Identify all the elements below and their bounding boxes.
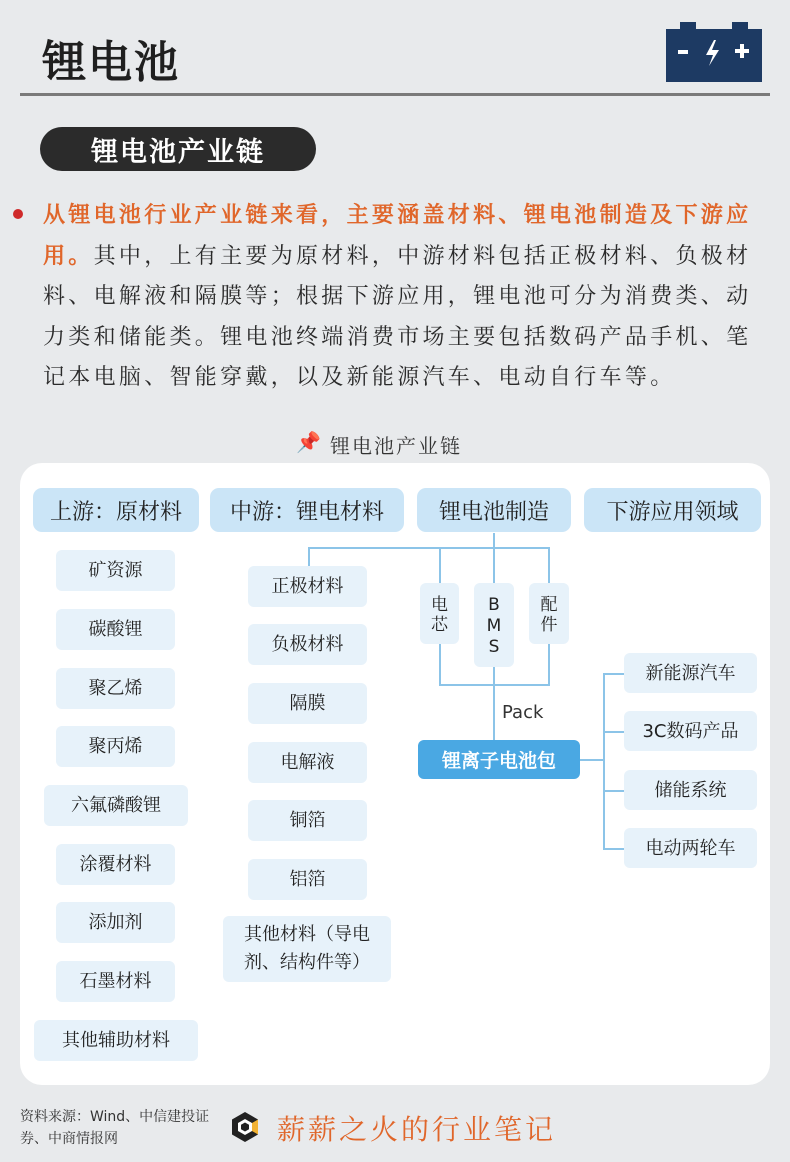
downstream-node: 3C数码产品 (624, 711, 757, 751)
upstream-node: 添加剂 (56, 902, 175, 943)
midstream-node: 铝箔 (248, 859, 367, 900)
upstream-node: 石墨材料 (56, 961, 175, 1002)
header-divider (20, 93, 770, 96)
pack-label: Pack (502, 702, 544, 723)
brand-logo-icon (228, 1110, 262, 1144)
downstream-node: 电动两轮车 (624, 828, 757, 868)
upstream-node: 碳酸锂 (56, 609, 175, 650)
brand-name: 薪薪之火的行业笔记 (277, 1113, 557, 1146)
connector-line (493, 533, 495, 548)
upstream-node: 聚丙烯 (56, 726, 175, 767)
midstream-node: 正极材料 (248, 566, 367, 607)
section-title: 锂电池产业链 (40, 127, 316, 171)
upstream-node: 涂覆材料 (56, 844, 175, 885)
cell-part-node: 电 芯 (420, 583, 459, 644)
intro-highlight: 从锂电池行业产业链来看，主要涵盖材料、锂电池制造及下游应用。 (43, 203, 752, 269)
intro-paragraph (43, 196, 773, 399)
upstream-node: 六氟磷酸锂 (44, 785, 188, 826)
connector-line (603, 673, 605, 850)
connector-line (548, 644, 550, 685)
battery-pack-node: 锂离子电池包 (418, 740, 580, 779)
connector-line (439, 684, 550, 686)
connector-line (603, 673, 625, 675)
diagram-caption: 锂电池产业链 (330, 434, 462, 458)
downstream-node: 新能源汽车 (624, 653, 757, 693)
connector-line (308, 547, 549, 549)
bms-part-node: B M S (474, 583, 514, 667)
upstream-node: 聚乙烯 (56, 668, 175, 709)
connector-line (439, 547, 441, 583)
pushpin-icon: 📌 (296, 430, 321, 454)
midstream-node: 铜箔 (248, 800, 367, 841)
connector-line (308, 547, 310, 567)
midstream-node: 负极材料 (248, 624, 367, 665)
intro-body: 其中，上有主要为原材料，中游材料包括正极材料、负极材料、电解液和隔膜等；根据下游应用，锂电池可分为消费类、动力类和储能类。锂电池终端消费市场主要包括数码产品手机、笔记本电脑、智能穿戴，以及新能源汽车、电动自行车等。 (43, 243, 752, 390)
connector-line (548, 547, 550, 583)
downstream-header: 下游应用领域 (584, 488, 761, 532)
midstream-node: 隔膜 (248, 683, 367, 724)
upstream-node: 其他辅助材料 (34, 1020, 198, 1061)
downstream-node: 储能系统 (624, 770, 757, 810)
accessory-part-node: 配 件 (529, 583, 569, 644)
battery-icon (666, 22, 762, 82)
manufacturing-header: 锂电池制造 (417, 488, 571, 532)
midstream-node: 电解液 (248, 742, 367, 783)
data-source: 资料来源：Wind、中信建投证券、中商情报网 (20, 1109, 210, 1147)
page-title: 锂电池 (42, 37, 180, 88)
connector-line (603, 848, 625, 850)
connector-line (439, 644, 441, 685)
connector-line (580, 759, 604, 761)
connector-line (603, 731, 625, 733)
midstream-header: 中游：锂电材料 (210, 488, 404, 532)
midstream-node: 其他材料（导电剂、结构件等） (223, 916, 391, 982)
connector-line (493, 547, 495, 583)
upstream-header: 上游：原材料 (33, 488, 199, 532)
connector-line (493, 666, 495, 741)
bullet-dot-icon (13, 209, 23, 219)
connector-line (603, 790, 625, 792)
upstream-node: 矿资源 (56, 550, 175, 591)
